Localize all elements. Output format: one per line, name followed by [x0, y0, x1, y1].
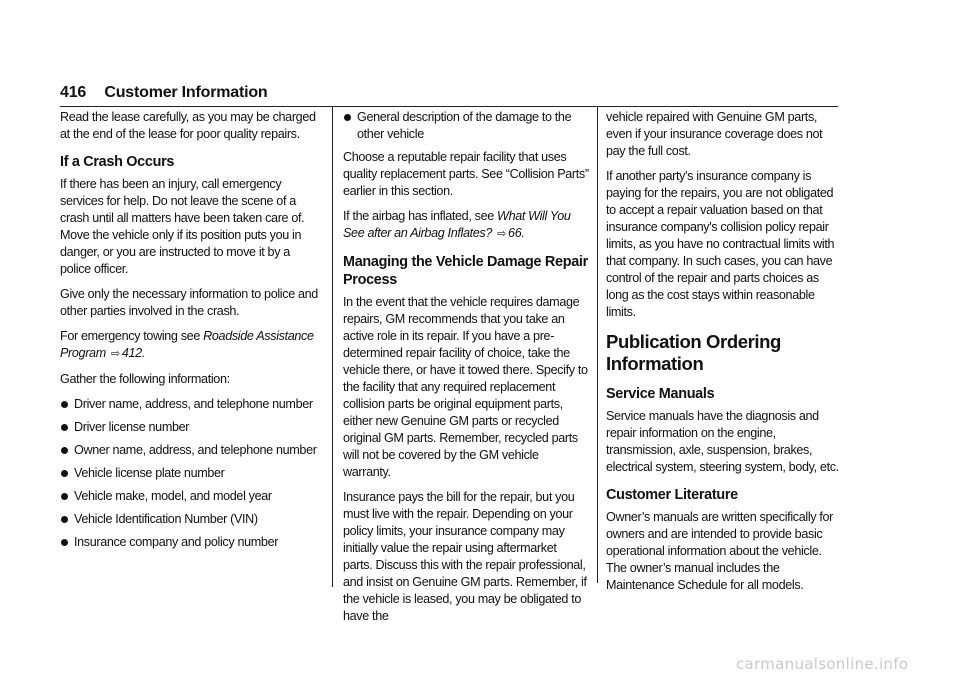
customer-literature-heading: Customer Literature — [606, 487, 738, 503]
column-middle — [343, 109, 589, 633]
airbag-text: If the airbag has inflated, see — [343, 209, 498, 223]
injury-paragraph: If there has been an injury, call emergency services for help. Do not leave the scene of a crash until all matters have been taken care of. Move the vehicle only if its position puts you in danger, or you are instructed to move it by a police officer. — [60, 177, 305, 276]
list-item-text: Vehicle make, model, and model year — [74, 489, 272, 503]
list-item — [60, 419, 322, 436]
list-item-text: Driver license number — [74, 420, 190, 434]
list-item-text: Vehicle license plate number — [74, 466, 225, 480]
bullet-icon — [61, 424, 68, 431]
towing-text: For emergency towing see — [60, 329, 204, 343]
another-party-paragraph: If another party's insurance company is paying for the repairs, you are not obligated to accept a repair valuation based on that insurance company's collision policy repair limits, as you have no contractual limits with that company. In such cases, you can have control of the repair and parts choices as long as the cost stays within reasonable limits. — [606, 169, 835, 319]
column-divider-right — [597, 107, 598, 583]
list-item — [60, 511, 322, 528]
page-ref-arrow-icon: ⇨ — [497, 228, 507, 240]
list-item — [60, 488, 322, 505]
choose-paragraph: Choose a reputable repair facility that uses quality replacement parts. See “Collision Parts” earlier in this section. — [343, 150, 589, 198]
bullet-icon — [61, 470, 68, 477]
column-divider-left — [332, 107, 333, 587]
publication-heading: Publication Ordering Information — [606, 331, 781, 374]
damage-list — [343, 109, 589, 143]
airbag-inflates-link[interactable]: What Will You See after an Airbag Inflates? — [343, 209, 571, 240]
gather-paragraph: Gather the following information: — [60, 372, 230, 386]
airbag-paragraph — [343, 208, 589, 243]
continued-paragraph: vehicle repaired with Genuine GM parts, even if your insurance coverage does not pay the full cost. — [606, 110, 823, 158]
airbag-end: . — [521, 226, 525, 240]
watermark: carmanualsonline.info — [736, 655, 909, 673]
list-item-text: General description of the damage to the other vehicle — [357, 110, 572, 141]
crash-heading: If a Crash Occurs — [60, 154, 175, 170]
bullet-icon — [344, 114, 351, 121]
list-item — [343, 109, 589, 143]
page-ref-arrow-icon: ⇨ — [111, 348, 120, 360]
bullet-icon — [61, 401, 68, 408]
bullet-icon — [61, 539, 68, 546]
event-paragraph: In the event that the vehicle requires damage repairs, GM recommends that you take an active role in its repair. If you have a pre-determined repair facility of choice, take the vehicle there, or have it towed there. Specify to the facility that any required replacement collision parts be original equipment parts, either new Genuine GM parts or recycled original GM parts. Remember, recycled parts will not be covered by the GM vehicle warranty. — [343, 295, 588, 479]
list-item-text: Vehicle Identification Number (VIN) — [74, 512, 258, 526]
list-item — [60, 465, 322, 482]
roadside-assistance-link[interactable]: Roadside Assistance Program — [60, 329, 314, 360]
list-item — [60, 534, 322, 551]
service-manuals-heading: Service Manuals — [606, 386, 715, 402]
section-title: Customer Information — [104, 84, 268, 101]
page-number: 416 — [60, 84, 87, 101]
customer-literature-paragraph: Owner’s manuals are written specifically for owners and are intended to provide basic operational information about the vehicle. The owner’s manual includes the Maintenance Schedule for all models. — [606, 510, 834, 592]
bullet-icon — [61, 493, 68, 500]
list-item-text: Owner name, address, and telephone number — [74, 443, 317, 457]
insurance-paragraph: Insurance pays the bill for the repair, but you must live with the repair. Depending on your policy limits, your insurance company may initially value the repair using aftermarket parts. Discuss this with the repair professional, and insist on Genuine GM parts. Remember, if the vehicle is leased, you may be obligated to have the — [343, 490, 587, 623]
column-left — [60, 109, 322, 557]
column-right — [606, 109, 840, 602]
gather-list — [60, 396, 322, 551]
page-header — [60, 84, 838, 107]
give-info-paragraph: Give only the necessary information to police and other parties involved in the crash. — [60, 287, 318, 318]
list-item — [60, 442, 322, 459]
airbag-page-ref[interactable]: 66 — [508, 226, 522, 240]
service-manuals-paragraph: Service manuals have the diagnosis and repair information on the engine, transmission, axle, suspension, brakes, electrical system, steering system, body, etc. — [606, 409, 839, 474]
list-item-text: Driver name, address, and telephone number — [74, 397, 313, 411]
list-item-text: Insurance company and policy number — [74, 535, 279, 549]
bullet-icon — [61, 447, 68, 454]
managing-heading: Managing the Vehicle Damage Repair Process — [343, 254, 588, 288]
towing-page-ref[interactable]: 412 — [121, 346, 142, 360]
list-item — [60, 396, 322, 413]
towing-end: . — [141, 346, 145, 360]
towing-paragraph — [60, 328, 322, 363]
lease-paragraph: Read the lease carefully, as you may be charged at the end of the lease for poor quality repairs. — [60, 110, 316, 141]
bullet-icon — [61, 516, 68, 523]
